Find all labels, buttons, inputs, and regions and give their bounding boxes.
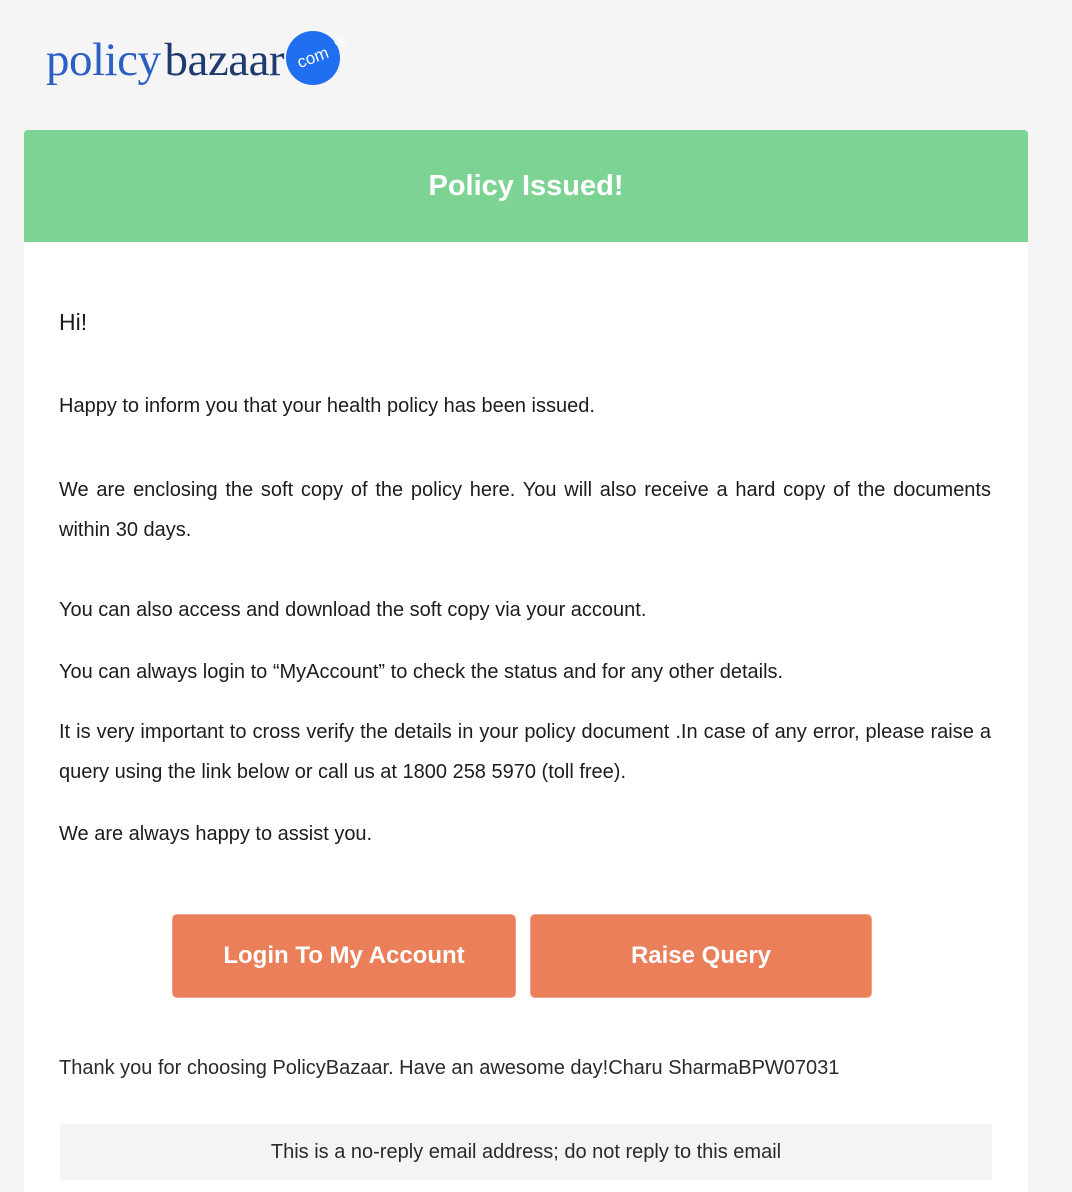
greeting-text: Hi! <box>59 309 88 335</box>
status-banner <box>24 130 1028 242</box>
no-reply-text: This is a no-reply email address; do not reply to this email <box>270 1140 782 1163</box>
banner-title: Policy Issued! <box>428 169 624 202</box>
raise-query-button[interactable]: Raise Query <box>530 914 872 998</box>
message-paragraph-myaccount: You can always login to “MyAccount” to check the status and for any other details. <box>59 661 784 683</box>
email-card <box>24 130 1028 1192</box>
message-paragraph-verify: It is very important to cross verify the details in your policy document .In case of any error, please raise a query using the link below or call us at 1800 258 5970 (toll free). <box>59 721 991 783</box>
message-paragraph-issued: Happy to inform you that your health policy has been issued. <box>59 395 595 417</box>
login-to-my-account-button[interactable]: Login To My Account <box>172 914 516 998</box>
logo-text-policy: policy <box>46 33 161 86</box>
policybazaar-logo[interactable] <box>46 28 349 92</box>
logo-com-badge <box>286 29 349 85</box>
no-reply-notice <box>60 1124 992 1180</box>
logo-com-text: com <box>294 43 332 72</box>
message-paragraph-assist: We are always happy to assist you. <box>59 823 373 845</box>
closing-text: Thank you for choosing PolicyBazaar. Have an awesome day!Charu SharmaBPW07031 <box>59 1057 840 1079</box>
logo-text-bazaar: bazaar <box>164 33 285 86</box>
message-paragraph-soft-copy: We are enclosing the soft copy of the policy here. You will also receive a hard copy of the documents within 30 days. <box>59 479 991 541</box>
message-paragraph-access: You can also access and download the soft copy via your account. <box>59 599 647 621</box>
registered-mark: ® <box>330 29 349 52</box>
